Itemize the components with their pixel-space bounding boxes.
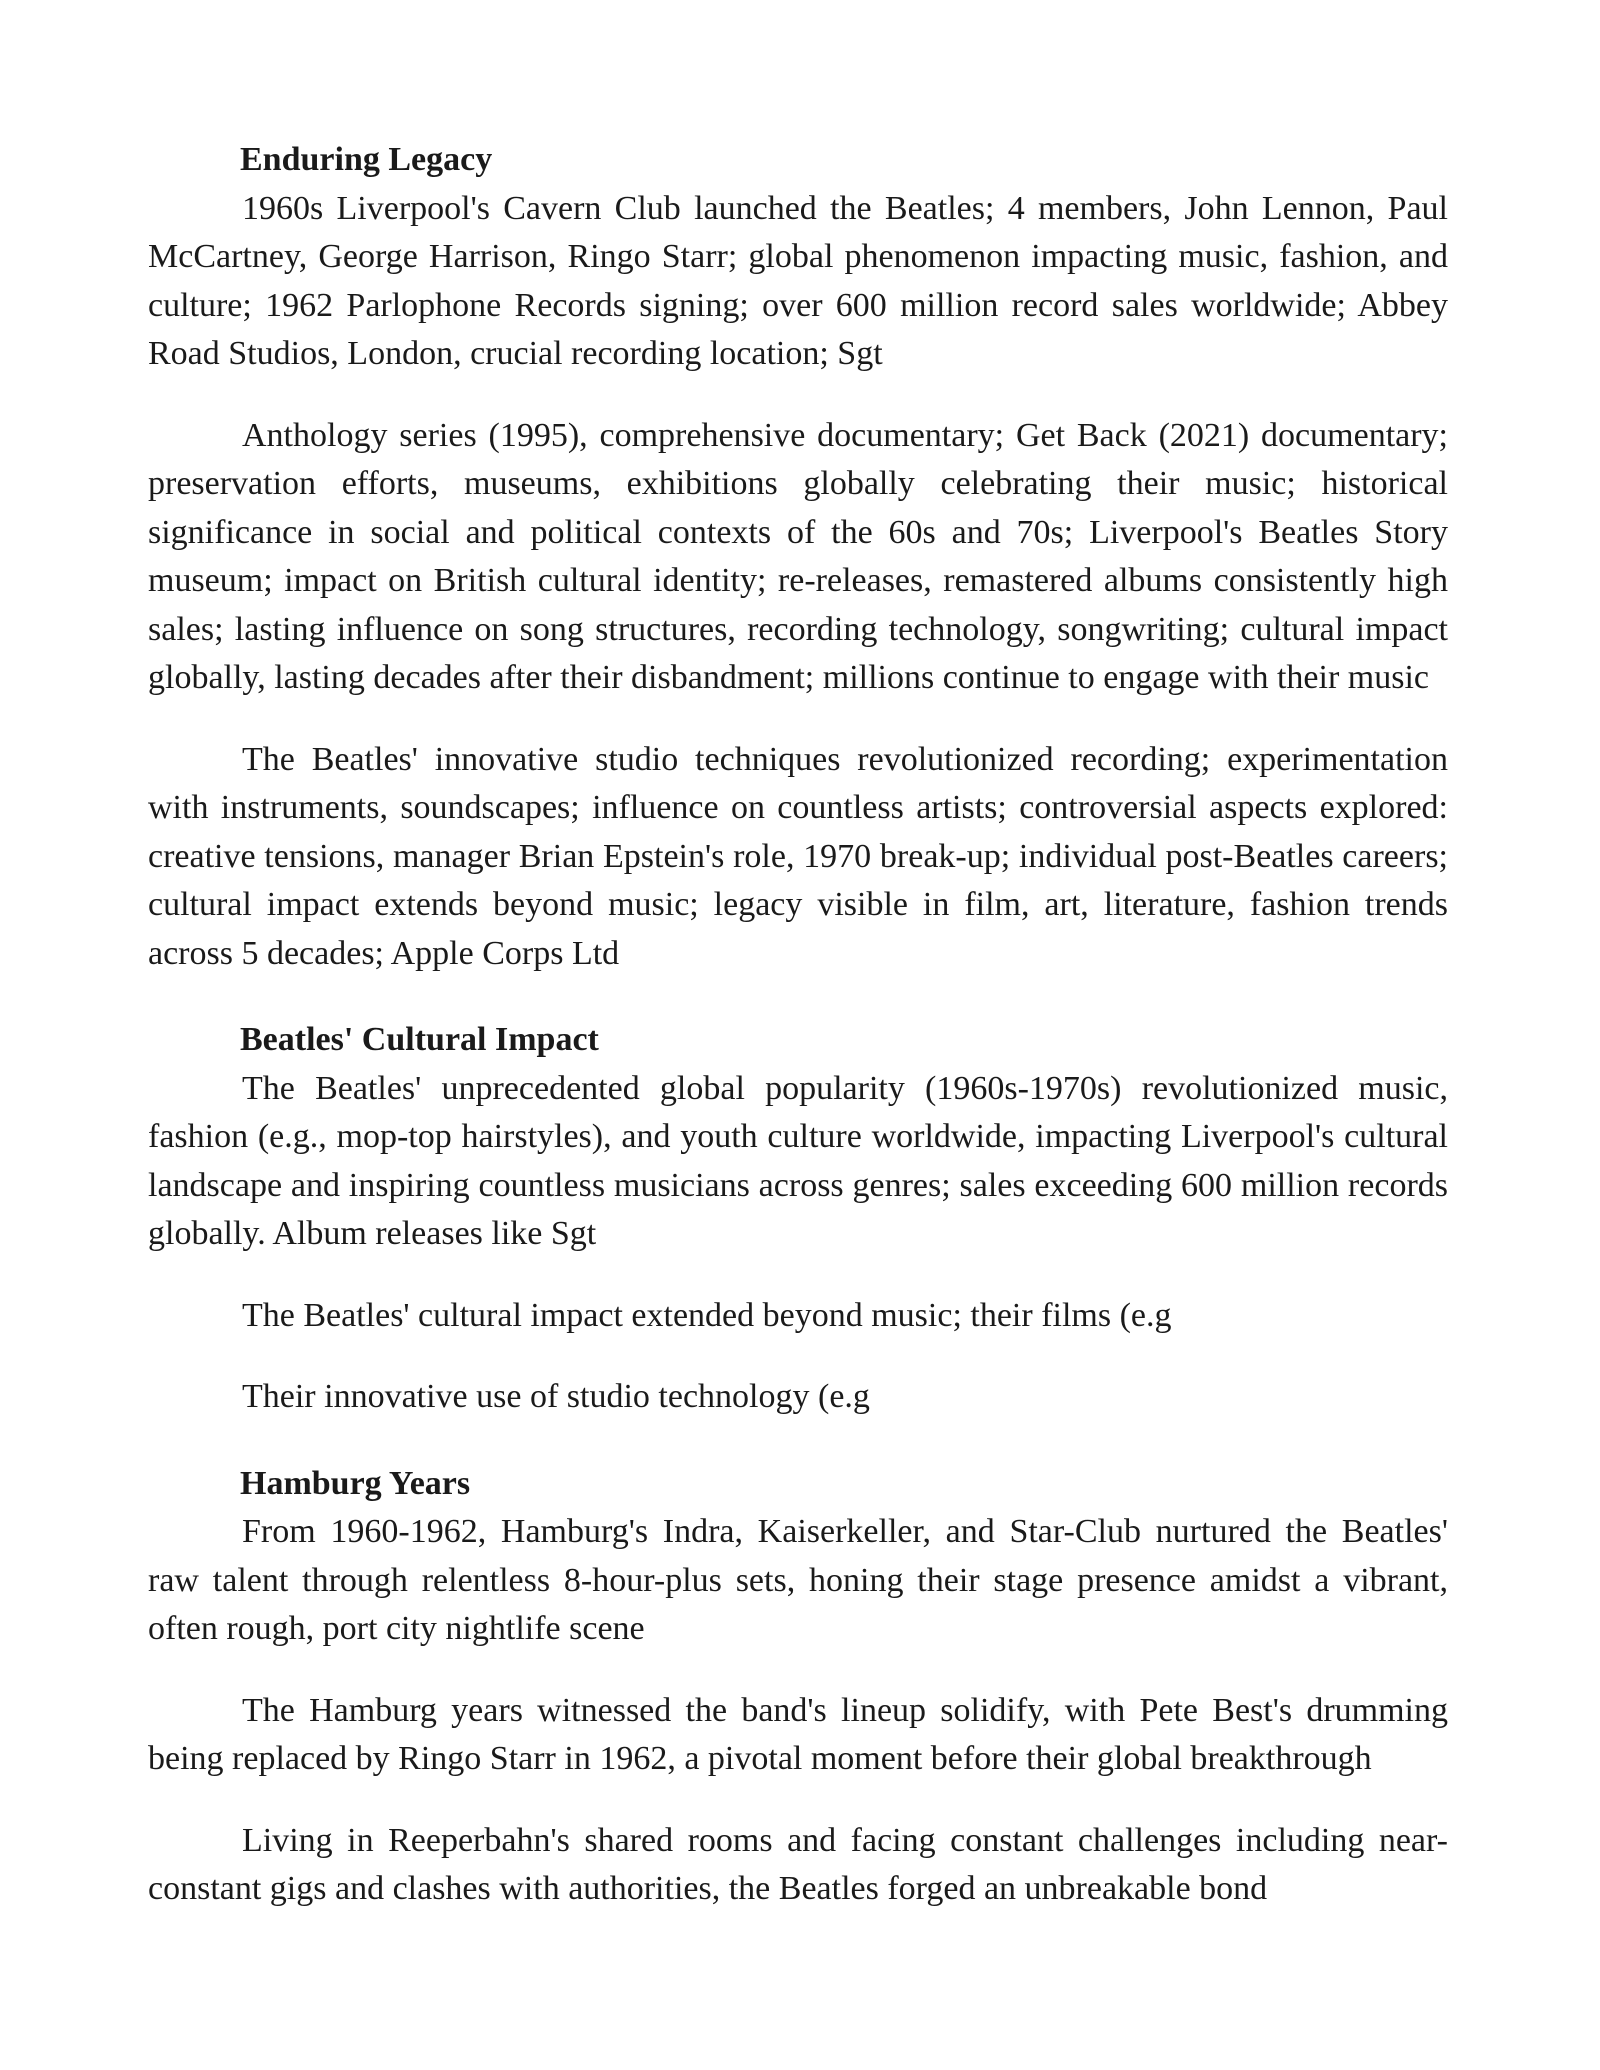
section-cultural-impact bbox=[148, 1016, 1448, 1422]
document-body bbox=[148, 136, 1448, 1947]
paragraph: The Beatles' innovative studio techniques revolutionized recording; experimentation with instruments, soundscapes; influence on countless artists; controversial aspects explored: creative tensions, manager Brian Epstein's role, 1970 break-up; individual post-Beatles careers; cultural impact extends beyond music; legacy visible in film, art, literature, fashion trends across 5 decades; Apple Corps Ltd bbox=[148, 740, 1448, 972]
section-heading: Beatles' Cultural Impact bbox=[240, 1021, 599, 1058]
paragraph: The Hamburg years witnessed the band's lineup solidify, with Pete Best's drumming being replaced by Ringo Starr in 1962, a pivotal moment before their global breakthrough bbox=[148, 1691, 1448, 1777]
paragraph: Anthology series (1995), comprehensive documentary; Get Back (2021) documentary; preservation efforts, museums, exhibitions globally celebrating their music; historical significance in social and political contexts of the 60s and 70s; Liverpool's Beatles Story museum; impact on British cultural identity; re-releases, remastered albums consistently high sales; lasting influence on song structures, recording technology, songwriting; cultural impact globally, lasting decades after their disbandment; millions continue to engage with their music bbox=[148, 416, 1448, 696]
paragraph: 1960s Liverpool's Cavern Club launched the Beatles; 4 members, John Lennon, Paul McCartney, George Harrison, Ringo Starr; global phenomenon impacting music, fashion, and culture; 1962 Parlophone Records signing; over 600 million record sales worldwide; Abbey Road Studios, London, crucial recording location; Sgt bbox=[148, 189, 1448, 372]
paragraph: From 1960-1962, Hamburg's Indra, Kaiserkeller, and Star-Club nurtured the Beatles' raw talent through relentless 8-hour-plus sets, honing their stage presence amidst a vibrant, often rough, port city nightlife scene bbox=[148, 1513, 1448, 1647]
paragraph: Their innovative use of studio technology (e.g bbox=[242, 1378, 870, 1415]
section-heading: Hamburg Years bbox=[240, 1464, 471, 1502]
section-enduring-legacy bbox=[148, 136, 1448, 978]
section-hamburg-years bbox=[148, 1460, 1448, 1914]
section-heading: Enduring Legacy bbox=[240, 141, 493, 178]
paragraph: The Beatles' cultural impact extended beyond music; their films (e.g bbox=[242, 1296, 1172, 1334]
paragraph: The Beatles' unprecedented global popularity (1960s-1970s) revolutionized music, fashion (e.g., mop-top hairstyles), and youth culture worldwide, impacting Liverpool's cultural landscape and inspiring countless musicians across genres; sales exceeding 600 million records globally. Album releases like Sgt bbox=[148, 1069, 1448, 1252]
paragraph: Living in Reeperbahn's shared rooms and facing constant challenges including near-constant gigs and clashes with authorities, the Beatles forged an unbreakable bond bbox=[148, 1821, 1448, 1907]
